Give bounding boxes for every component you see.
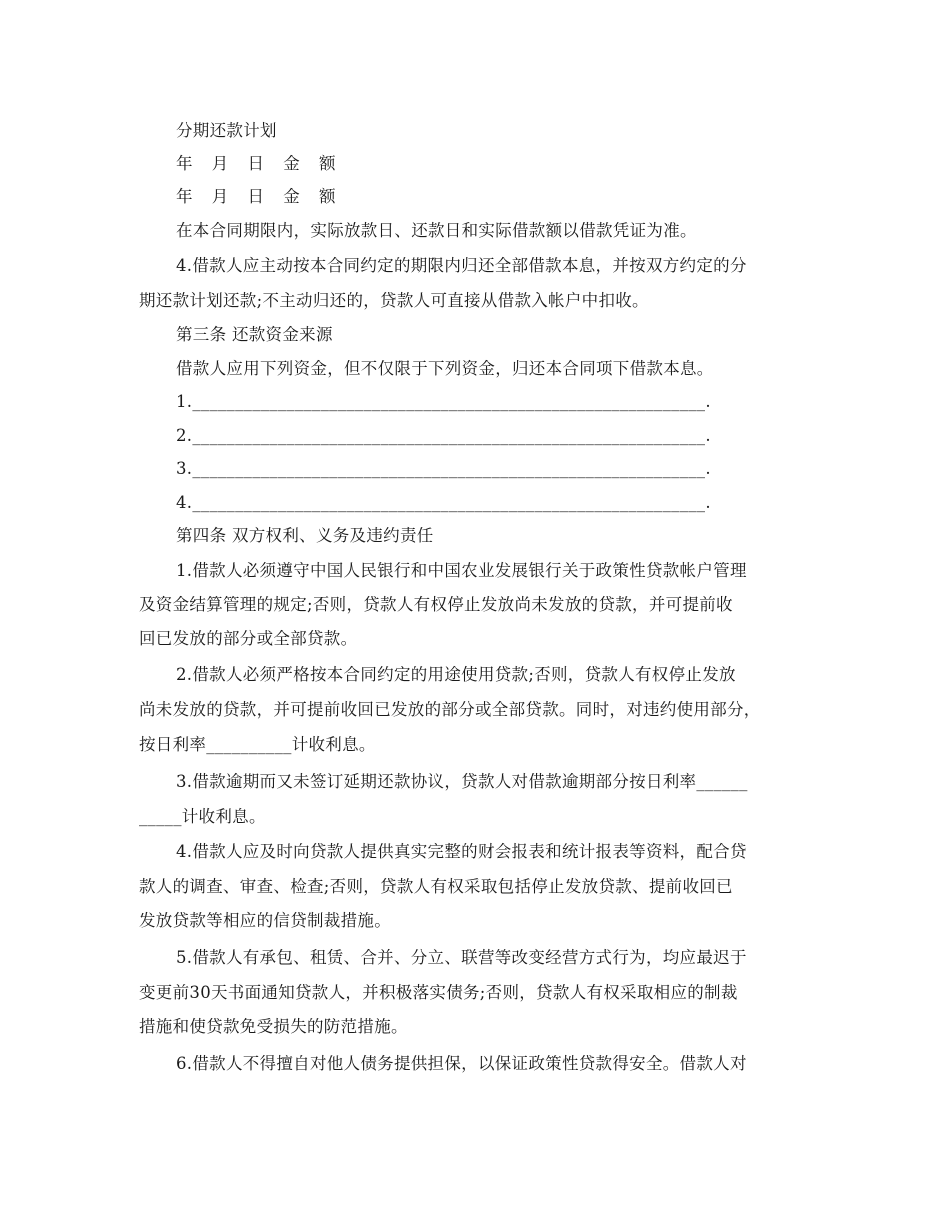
heading-repayment-plan: 分期还款计划 — [176, 121, 277, 140]
date-amount-row: 年 月 日 金 额 — [176, 187, 343, 206]
paragraph-line: 款人的调查、审查、检查;否则，贷款人有权采取包括停止发放贷款、提前收回已 — [139, 877, 733, 896]
section-heading-article-4: 第四条 双方权利、义务及违约责任 — [176, 526, 434, 545]
paragraph-line: 借款人应用下列资金，但不仅限于下列资金，归还本合同项下借款本息。 — [176, 359, 714, 378]
date-amount-row: 年 月 日 金 额 — [176, 154, 343, 173]
paragraph-line: 按日利率__________计收利息。 — [139, 735, 376, 754]
paragraph-line: _____计收利息。 — [139, 807, 266, 826]
paragraph-line: 及资金结算管理的规定;否则，贷款人有权停止发放尚未发放的贷款，并可提前收 — [139, 595, 733, 614]
paragraph-line: 1.借款人必须遵守中国人民银行和中国农业发展银行关于政策性贷款帐户管理 — [176, 561, 747, 580]
section-heading-article-3: 第三条 还款资金来源 — [176, 325, 333, 344]
paragraph-line: 4.借款人应及时向贷款人提供真实完整的财会报表和统计报表等资料，配合贷 — [176, 842, 747, 861]
paragraph-line: 在本合同期限内，实际放款日、还款日和实际借款额以借款凭证为准。 — [176, 221, 697, 240]
paragraph-line: 4.借款人应主动按本合同约定的期限内归还全部借款本息，并按双方约定的分 — [176, 256, 747, 275]
blank-item-1: 1.____________________________________________________________. — [176, 392, 711, 411]
paragraph-line: 5.借款人有承包、租赁、合并、分立、联营等改变经营方式行为，均应最迟于 — [176, 948, 747, 967]
paragraph-line: 2.借款人必须严格按本合同约定的用途使用贷款;否则，贷款人有权停止发放 — [176, 665, 736, 684]
paragraph-line: 回已发放的部分或全部贷款。 — [139, 629, 358, 648]
paragraph-line: 尚未发放的贷款，并可提前收回已发放的部分或全部贷款。同时，对违约使用部分， — [139, 700, 761, 719]
paragraph-line: 措施和使贷款免受损失的防范措施。 — [139, 1017, 408, 1036]
blank-item-2: 2.____________________________________________________________. — [176, 426, 711, 445]
paragraph-line: 3.借款逾期而又未签订延期还款协议，贷款人对借款逾期部分按日利率______ — [176, 772, 748, 791]
paragraph-line: 变更前30天书面通知贷款人，并积极落实债务;否则，贷款人有权采取相应的制裁 — [139, 983, 738, 1002]
blank-item-4: 4.____________________________________________________________. — [176, 493, 711, 512]
paragraph-line: 期还款计划还款;不主动归还的，贷款人可直接从借款入帐户中扣收。 — [139, 291, 649, 310]
blank-item-3: 3.____________________________________________________________. — [176, 459, 711, 478]
paragraph-line: 6.借款人不得擅自对他人债务提供担保，以保证政策性贷款得安全。借款人对 — [176, 1054, 747, 1073]
paragraph-line: 发放贷款等相应的信贷制裁措施。 — [139, 911, 391, 930]
